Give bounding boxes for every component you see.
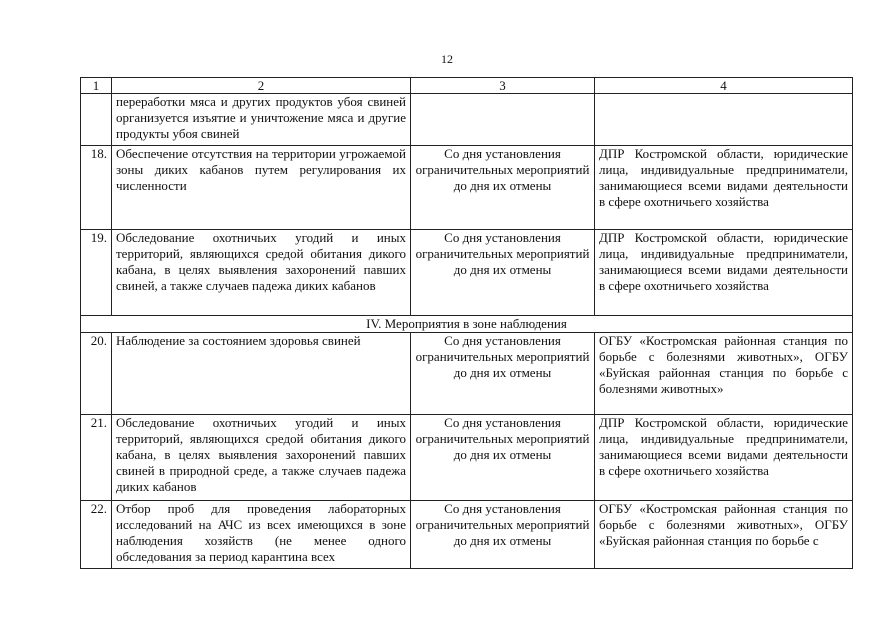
- section-row: [81, 316, 853, 333]
- table-row: [81, 146, 853, 230]
- activity-cell: Обследование охотничьих угодий и иных территорий, являющихся средой обитания дикого кабана, в целях выявления захоронений павших свиней, а также случаев падежа диких кабанов: [112, 230, 411, 316]
- deadline-cell: Со дня установления ограничительных мероприятий до дня их отмены: [411, 146, 595, 230]
- responsible-cell: [595, 94, 853, 146]
- row-number: 18.: [81, 146, 112, 230]
- table-row: [81, 230, 853, 316]
- activity-cell: переработки мяса и других продуктов убоя свиней организуется изъятие и уничтожение мяса и другие продукты убоя свиней: [112, 94, 411, 146]
- responsible-cell: ДПР Костромской области, юридические лица, индивидуальные предприниматели, занимающиеся всеми видами деятельности в сфере охотничьего хозяйства: [595, 230, 853, 316]
- table-row: [81, 501, 853, 569]
- activity-cell: Обеспечение отсутствия на территории угрожаемой зоны диких кабанов путем регулирования их численности: [112, 146, 411, 230]
- table-row: [81, 94, 853, 146]
- column-header: 4: [595, 78, 853, 94]
- deadline-cell: Со дня установления ограничительных мероприятий до дня их отмены: [411, 230, 595, 316]
- section-title: IV. Мероприятия в зоне наблюдения: [81, 316, 853, 333]
- page-number: 12: [441, 52, 453, 66]
- activity-cell: [112, 501, 411, 569]
- measures-table: [80, 77, 853, 569]
- table-row: [81, 415, 853, 501]
- activity-cell: Наблюдение за состоянием здоровья свиней: [112, 333, 411, 415]
- table-row: [81, 333, 853, 415]
- activity-cell: Обследование охотничьих угодий и иных территорий, являющихся средой обитания дикого кабана, в целях выявления захоронений павших свиней в природной среде, а также случаев падежа диких кабанов: [112, 415, 411, 501]
- responsible-cell: [595, 501, 853, 569]
- row-number: 20.: [81, 333, 112, 415]
- deadline-cell: Со дня установления ограничительных мероприятий до дня их отмены: [411, 501, 595, 569]
- column-header: 2: [112, 78, 411, 94]
- deadline-cell: [411, 94, 595, 146]
- row-number: [81, 94, 112, 146]
- row-number: 21.: [81, 415, 112, 501]
- column-header: 3: [411, 78, 595, 94]
- table-header-row: [81, 78, 853, 94]
- responsible-cell: ДПР Костромской области, юридические лица, индивидуальные предприниматели, занимающиеся всеми видами деятельности в сфере охотничьего хозяйства: [595, 146, 853, 230]
- deadline-cell: Со дня установления ограничительных мероприятий до дня их отмены: [411, 415, 595, 501]
- responsible-cell: ОГБУ «Костромская районная станция по борьбе с болезнями животных», ОГБУ «Буйская районная станция по борьбе с болезнями животных»: [595, 333, 853, 415]
- activity-text: Отбор проб для проведения лабораторных исследований на АЧС из всех имеющихся в зоне наблюдения хозяйств (не менее одного обследования за период карантина всех: [116, 501, 406, 564]
- row-number: 19.: [81, 230, 112, 316]
- row-number: 22.: [81, 501, 112, 569]
- column-header: 1: [81, 78, 112, 94]
- responsible-cell: ДПР Костромской области, юридические лица, индивидуальные предприниматели, занимающиеся всеми видами деятельности в сфере охотничьего хозяйства: [595, 415, 853, 501]
- responsible-text: ОГБУ «Костромская районная станция по борьбе с болезнями животных», ОГБУ «Буйская районная станция по борьбе с: [599, 501, 848, 548]
- deadline-cell: Со дня установления ограничительных мероприятий до дня их отмены: [411, 333, 595, 415]
